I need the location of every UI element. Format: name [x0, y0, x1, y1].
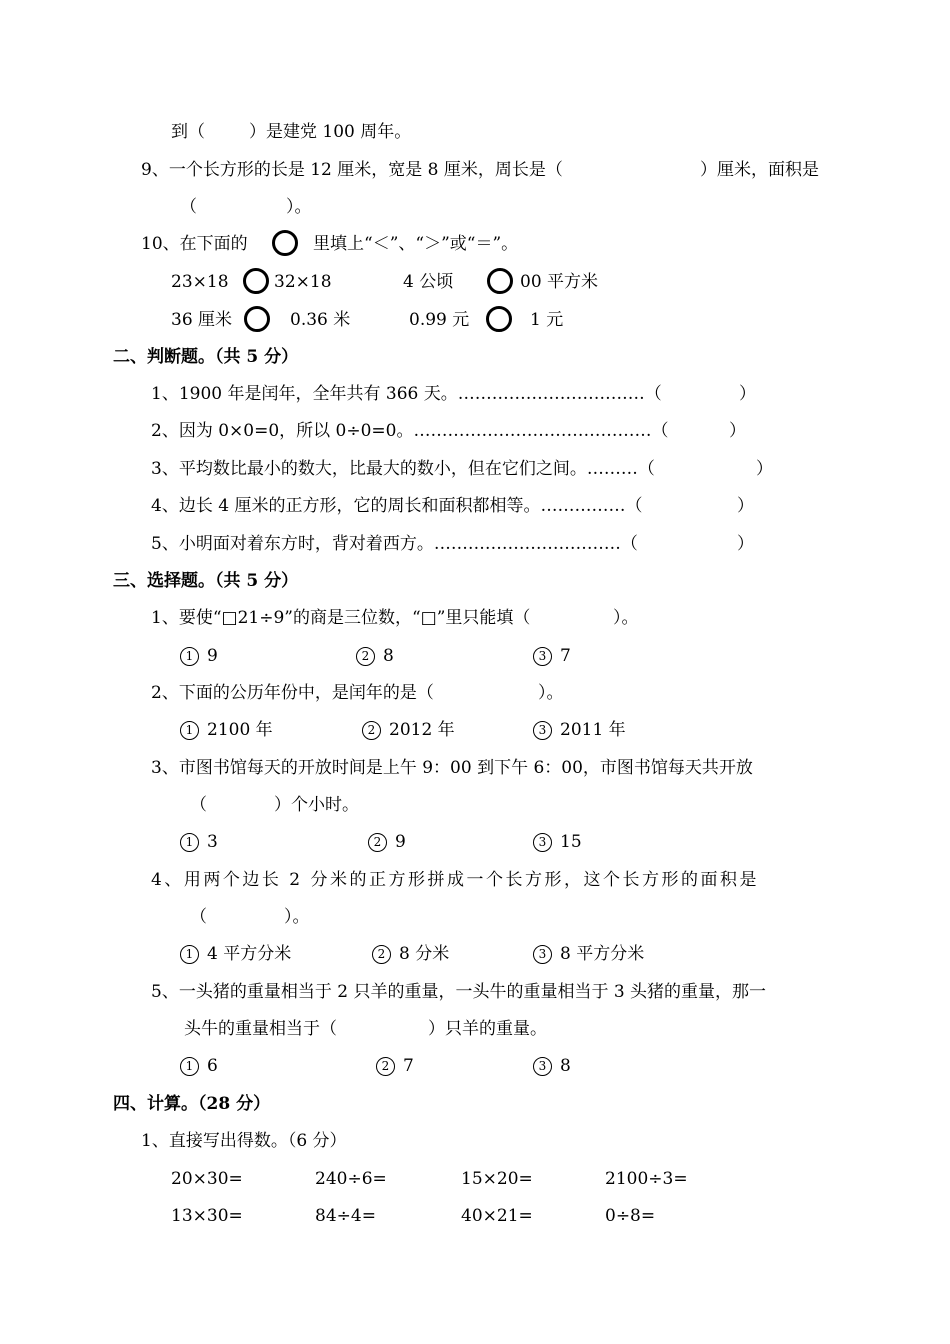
q10-text-a: 10、在下面的 [141, 234, 248, 254]
option-1[interactable]: 1 6 [180, 1055, 218, 1077]
option-1[interactable]: 1 2100 年 [180, 719, 273, 741]
option-marker-icon: 3 [533, 833, 552, 852]
section-2-title: 二、判断题。（共 5 分） [113, 347, 299, 367]
option-marker-icon: 3 [533, 945, 552, 964]
calc-item: 0÷8= [605, 1206, 656, 1226]
option-marker-icon: 2 [376, 1057, 395, 1076]
calc-item: 20×30= [171, 1169, 243, 1189]
option-marker-icon: 3 [533, 647, 552, 666]
option-marker-icon: 2 [362, 721, 381, 740]
compare-left-2: 4 公顷 [403, 272, 454, 292]
compare-circle-icon[interactable] [243, 268, 269, 294]
compare-left-1: 23×18 [171, 272, 229, 292]
option-2[interactable]: 2 8 分米 [372, 943, 449, 965]
choice-q3-c: ）个小时。 [274, 795, 359, 815]
judge-text-2: 2、因为 0×0=0，所以 0÷0=0。……………………………………（ [151, 421, 669, 441]
choice-q1-a: 1、要使“□21÷9”的商是三位数，“□”里只能填（ [151, 608, 531, 628]
section-3-title: 三、选择题。（共 5 分） [113, 571, 299, 591]
judge-text-5: 5、小明面对着东方时，背对着西方。……………………………（ [151, 534, 638, 554]
option-marker-icon: 1 [180, 721, 199, 740]
calc-item: 2100÷3= [605, 1169, 688, 1189]
q9-text-a: 9、一个长方形的长是 12 厘米，宽是 8 厘米，周长是（ [141, 160, 563, 180]
option-3[interactable]: 3 7 [533, 645, 571, 667]
q9-text-b: ）厘米，面积是 [700, 160, 819, 180]
calc-item: 15×20= [461, 1169, 533, 1189]
choice-q2-a: 2、下面的公历年份中，是闰年的是（ [151, 683, 434, 703]
option-marker-icon: 3 [533, 1057, 552, 1076]
option-marker-icon: 1 [180, 1057, 199, 1076]
judge-paren-3: ） [756, 459, 773, 479]
q8-tail-a: 到（ [171, 122, 205, 142]
calc-item: 13×30= [171, 1206, 243, 1226]
option-marker-icon: 3 [533, 721, 552, 740]
judge-text-4: 4、边长 4 厘米的正方形，它的周长和面积都相等。……………（ [151, 496, 643, 516]
judge-paren-2: ） [729, 421, 746, 441]
option-2[interactable]: 2 7 [376, 1055, 414, 1077]
option-3[interactable]: 3 2011 年 [533, 719, 626, 741]
choice-q4-c: ）。 [284, 907, 310, 927]
option-3[interactable]: 3 15 [533, 831, 582, 853]
option-1[interactable]: 1 3 [180, 831, 218, 853]
blank-circle-icon [272, 230, 298, 256]
option-marker-icon: 2 [372, 945, 391, 964]
q8-tail-b: ）是建党 100 周年。 [249, 122, 412, 142]
section-4-title: 四、计算。（28 分） [113, 1094, 271, 1114]
option-3[interactable]: 3 8 [533, 1055, 571, 1077]
choice-q4-a: 4、用两个边长 2 分米的正方形拼成一个长方形，这个长方形的面积是 [151, 870, 759, 890]
choice-q5-b: 头牛的重量相当于（ [184, 1019, 337, 1039]
option-marker-icon: 1 [180, 647, 199, 666]
option-3[interactable]: 3 8 平方分米 [533, 943, 644, 965]
choice-q1-b: ）。 [613, 608, 639, 628]
choice-q3-b: （ [190, 795, 207, 815]
calc-item: 240÷6= [315, 1169, 387, 1189]
compare-right-1: 32×18 [274, 272, 332, 292]
judge-text-3: 3、平均数比最小的数大，比最大的数小，但在它们之间。………（ [151, 459, 655, 479]
option-1[interactable]: 1 9 [180, 645, 218, 667]
compare-circle-icon[interactable] [244, 306, 270, 332]
compare-right-2: 00 平方米 [520, 272, 599, 292]
compare-circle-icon[interactable] [487, 268, 513, 294]
option-marker-icon: 1 [180, 833, 199, 852]
choice-q3-a: 3、市图书馆每天的开放时间是上午 9：00 到下午 6：00，市图书馆每天共开放 [151, 758, 753, 778]
judge-paren-5: ） [737, 534, 754, 554]
choice-q5-a: 5、一头猪的重量相当于 2 只羊的重量，一头牛的重量相当于 3 头猪的重量，那一 [151, 982, 767, 1002]
compare-right-3: 0.36 米 [290, 310, 351, 330]
compare-circle-icon[interactable] [486, 306, 512, 332]
calc-item: 84÷4= [315, 1206, 376, 1226]
option-marker-icon: 2 [368, 833, 387, 852]
option-marker-icon: 1 [180, 945, 199, 964]
option-1[interactable]: 1 4 平方分米 [180, 943, 291, 965]
compare-left-4: 0.99 元 [409, 310, 470, 330]
choice-q5-c: ）只羊的重量。 [428, 1019, 547, 1039]
calc-item: 40×21= [461, 1206, 533, 1226]
calc-sub1-title: 1、直接写出得数。（6 分） [141, 1131, 347, 1151]
option-marker-icon: 2 [356, 647, 375, 666]
choice-q2-b: ）。 [538, 683, 564, 703]
option-2[interactable]: 2 2012 年 [362, 719, 455, 741]
judge-paren-4: ） [737, 496, 754, 516]
option-2[interactable]: 2 8 [356, 645, 394, 667]
choice-q4-b: （ [190, 907, 207, 927]
option-2[interactable]: 2 9 [368, 831, 406, 853]
judge-text-1: 1、1900 年是闰年，全年共有 366 天。……………………………（ [151, 384, 662, 404]
q9-text-c: （ [180, 197, 197, 217]
compare-left-3: 36 厘米 [171, 310, 233, 330]
q9-text-d: ）。 [286, 197, 312, 217]
judge-paren-1: ） [739, 384, 756, 404]
compare-right-4: 1 元 [530, 310, 564, 330]
q10-text-b: 里填上“＜”、“＞”或“＝”。 [313, 234, 519, 254]
